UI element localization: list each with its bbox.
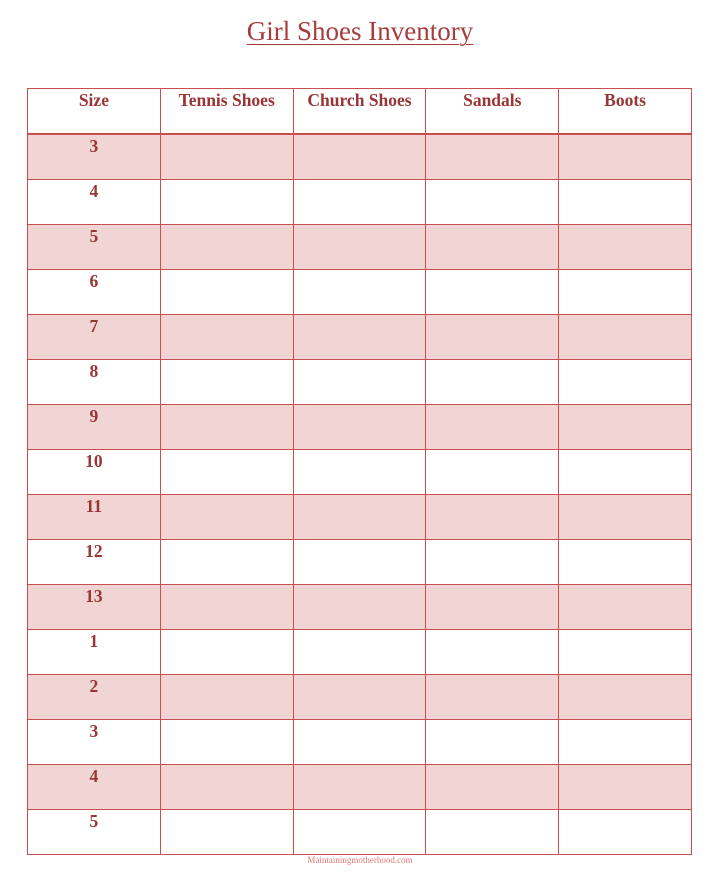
column-header-size: Size [28, 89, 161, 135]
size-cell: 8 [28, 360, 161, 405]
table-row [28, 270, 692, 315]
sandals-cell[interactable] [426, 405, 559, 450]
boots-cell[interactable] [559, 225, 692, 270]
table-row [28, 180, 692, 225]
tennis-shoes-cell[interactable] [160, 540, 293, 585]
size-cell: 3 [28, 134, 161, 180]
sandals-cell[interactable] [426, 450, 559, 495]
boots-cell[interactable] [559, 134, 692, 180]
boots-cell[interactable] [559, 540, 692, 585]
size-cell: 13 [28, 585, 161, 630]
size-cell: 7 [28, 315, 161, 360]
boots-cell[interactable] [559, 765, 692, 810]
boots-cell[interactable] [559, 585, 692, 630]
table-row [28, 405, 692, 450]
column-header-sandals: Sandals [426, 89, 559, 135]
sandals-cell[interactable] [426, 810, 559, 855]
size-cell: 11 [28, 495, 161, 540]
sandals-cell[interactable] [426, 495, 559, 540]
church-shoes-cell[interactable] [293, 630, 426, 675]
tennis-shoes-cell[interactable] [160, 270, 293, 315]
church-shoes-cell[interactable] [293, 810, 426, 855]
size-cell: 1 [28, 630, 161, 675]
tennis-shoes-cell[interactable] [160, 134, 293, 180]
page-title [0, 16, 720, 47]
boots-cell[interactable] [559, 675, 692, 720]
sandals-cell[interactable] [426, 630, 559, 675]
church-shoes-cell[interactable] [293, 315, 426, 360]
sandals-cell[interactable] [426, 540, 559, 585]
sandals-cell[interactable] [426, 675, 559, 720]
table-row [28, 450, 692, 495]
footer-website: Maintainingmotherhood.com [307, 855, 413, 865]
column-header-tennis-shoes: Tennis Shoes [160, 89, 293, 135]
size-cell: 10 [28, 450, 161, 495]
sandals-cell[interactable] [426, 360, 559, 405]
church-shoes-cell[interactable] [293, 180, 426, 225]
church-shoes-cell[interactable] [293, 225, 426, 270]
tennis-shoes-cell[interactable] [160, 315, 293, 360]
column-header-boots: Boots [559, 89, 692, 135]
sandals-cell[interactable] [426, 315, 559, 360]
church-shoes-cell[interactable] [293, 360, 426, 405]
boots-cell[interactable] [559, 270, 692, 315]
sandals-cell[interactable] [426, 765, 559, 810]
table-row [28, 810, 692, 855]
column-header-church-shoes: Church Shoes [293, 89, 426, 135]
size-cell: 4 [28, 180, 161, 225]
tennis-shoes-cell[interactable] [160, 675, 293, 720]
tennis-shoes-cell[interactable] [160, 495, 293, 540]
boots-cell[interactable] [559, 720, 692, 765]
table-row [28, 495, 692, 540]
church-shoes-cell[interactable] [293, 405, 426, 450]
boots-cell[interactable] [559, 405, 692, 450]
sandals-cell[interactable] [426, 585, 559, 630]
tennis-shoes-cell[interactable] [160, 810, 293, 855]
size-cell: 5 [28, 810, 161, 855]
church-shoes-cell[interactable] [293, 540, 426, 585]
page-title-text: Girl Shoes Inventory [246, 16, 474, 46]
boots-cell[interactable] [559, 495, 692, 540]
size-cell: 6 [28, 270, 161, 315]
table-row [28, 765, 692, 810]
sandals-cell[interactable] [426, 270, 559, 315]
boots-cell[interactable] [559, 450, 692, 495]
tennis-shoes-cell[interactable] [160, 450, 293, 495]
boots-cell[interactable] [559, 360, 692, 405]
table-row [28, 225, 692, 270]
table-row [28, 720, 692, 765]
table-header-row [28, 89, 692, 135]
church-shoes-cell[interactable] [293, 765, 426, 810]
tennis-shoes-cell[interactable] [160, 585, 293, 630]
table-row [28, 675, 692, 720]
sandals-cell[interactable] [426, 720, 559, 765]
table-body [28, 134, 692, 855]
table-row [28, 315, 692, 360]
church-shoes-cell[interactable] [293, 495, 426, 540]
church-shoes-cell[interactable] [293, 270, 426, 315]
size-cell: 2 [28, 675, 161, 720]
church-shoes-cell[interactable] [293, 585, 426, 630]
tennis-shoes-cell[interactable] [160, 630, 293, 675]
tennis-shoes-cell[interactable] [160, 765, 293, 810]
table-row [28, 134, 692, 180]
tennis-shoes-cell[interactable] [160, 720, 293, 765]
church-shoes-cell[interactable] [293, 720, 426, 765]
table-row [28, 630, 692, 675]
sandals-cell[interactable] [426, 180, 559, 225]
boots-cell[interactable] [559, 180, 692, 225]
tennis-shoes-cell[interactable] [160, 360, 293, 405]
size-cell: 4 [28, 765, 161, 810]
boots-cell[interactable] [559, 630, 692, 675]
table-row [28, 540, 692, 585]
boots-cell[interactable] [559, 810, 692, 855]
size-cell: 5 [28, 225, 161, 270]
table-row [28, 360, 692, 405]
sandals-cell[interactable] [426, 225, 559, 270]
boots-cell[interactable] [559, 315, 692, 360]
church-shoes-cell[interactable] [293, 450, 426, 495]
church-shoes-cell[interactable] [293, 675, 426, 720]
tennis-shoes-cell[interactable] [160, 405, 293, 450]
tennis-shoes-cell[interactable] [160, 225, 293, 270]
church-shoes-cell[interactable] [293, 134, 426, 180]
size-cell: 9 [28, 405, 161, 450]
inventory-table [27, 88, 692, 855]
size-cell: 12 [28, 540, 161, 585]
tennis-shoes-cell[interactable] [160, 180, 293, 225]
size-cell: 3 [28, 720, 161, 765]
sandals-cell[interactable] [426, 134, 559, 180]
table-row [28, 585, 692, 630]
